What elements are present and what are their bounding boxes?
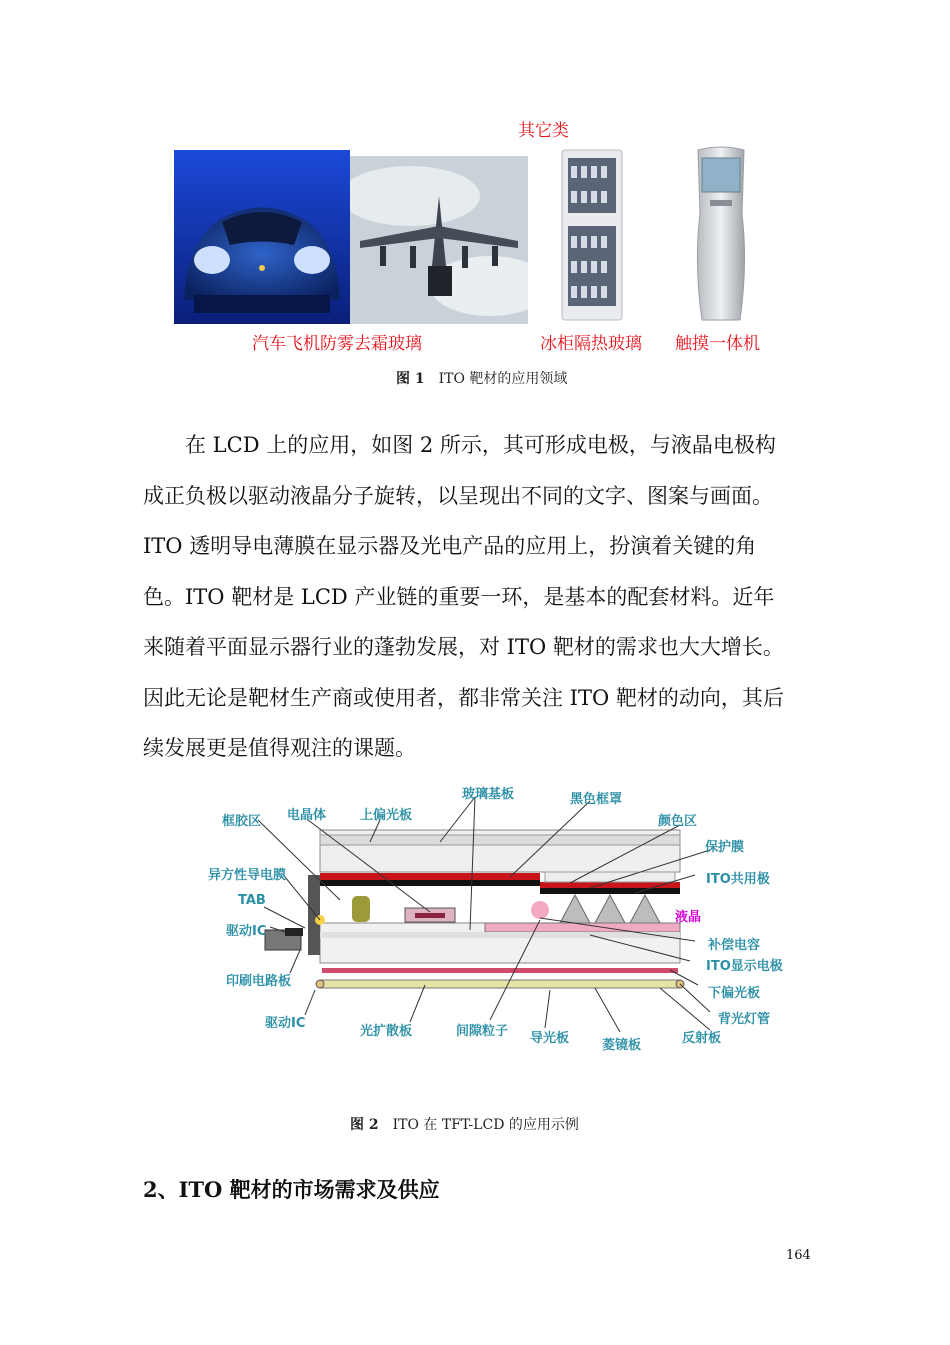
- label-backlight: 背光灯管: [718, 1012, 771, 1027]
- paragraph-line: 成正负极以驱动液晶分子旋转，以呈现出不同的文字、图案与画面。: [143, 483, 773, 508]
- figure1-caption: [396, 368, 567, 388]
- label-pcb: 印刷电路板: [226, 974, 292, 989]
- figure1-top-label: 其它类: [518, 121, 569, 141]
- label-glass-substrate: 玻璃基板: [462, 787, 515, 802]
- paragraph-line: 来随着平面显示器行业的蓬勃发展，对 ITO 靶材的需求也大大增长。: [143, 635, 784, 659]
- jet-photo: [350, 156, 528, 324]
- label-frame-glue: 框胶区: [222, 814, 262, 829]
- kiosk-photo: [676, 144, 766, 324]
- label-spacer: 间隙粒子: [456, 1024, 509, 1039]
- freezer-photo: [556, 146, 628, 326]
- label-ito-display-electrode: ITO显示电极: [706, 959, 783, 974]
- section-heading: 2、ITO 靶材的市场需求及供应: [143, 1177, 440, 1202]
- figure2-caption-text: ITO 在 TFT-LCD 的应用示例: [392, 1117, 579, 1133]
- label-light-guide: 导光板: [530, 1031, 570, 1046]
- page-number: 164: [786, 1248, 811, 1263]
- label-black-matrix: 黑色框罩: [570, 792, 623, 807]
- paragraph-line: 在 LCD 上的应用，如图 2 所示，其可形成电极，与液晶电极构: [185, 433, 776, 457]
- label-drive-ic-upper: 驱动IC: [226, 924, 267, 939]
- figure1-caption-text: ITO 靶材的应用领域: [438, 371, 568, 387]
- label-reflector: 反射板: [682, 1031, 722, 1046]
- label-color-filter: 颜色区: [658, 814, 698, 829]
- car-photo: [174, 150, 350, 324]
- label-ito-common: ITO共用极: [706, 872, 770, 887]
- label-comp-capacitor: 补偿电容: [708, 938, 761, 953]
- paragraph-line: 续发展更是值得观注的课题。: [143, 736, 416, 760]
- figure2-caption-number: 图 2: [350, 1117, 379, 1133]
- label-acf: 异方性导电膜: [208, 868, 287, 883]
- label-lower-polarizer: 下偏光板: [708, 986, 761, 1001]
- label-car-plane-glass: 汽车飞机防雾去霜玻璃: [252, 334, 422, 354]
- label-freezer-glass: 冰柜隔热玻璃: [540, 334, 642, 354]
- label-tab: TAB: [238, 893, 266, 908]
- label-prism: 菱镜板: [602, 1038, 642, 1053]
- body-paragraph: [143, 420, 807, 774]
- label-diffuser: 光扩散板: [360, 1024, 413, 1039]
- paragraph-line: ITO 透明导电薄膜在显示器及光电产品的应用上，扮演着关键的角: [143, 534, 757, 558]
- label-touch-kiosk: 触摸一体机: [675, 334, 760, 354]
- label-drive-ic-lower: 驱动IC: [265, 1016, 306, 1031]
- label-liquid-crystal: 液晶: [675, 910, 702, 925]
- figure1-caption-number: 图 1: [396, 371, 425, 387]
- paragraph-line: 因此无论是靶材生产商或使用者，都非常关注 ITO 靶材的动向，其后: [143, 685, 784, 710]
- label-transistor: 电晶体: [287, 808, 327, 823]
- label-protect-film: 保护膜: [705, 840, 745, 855]
- figure2-caption: [350, 1114, 579, 1134]
- paragraph-line: 色。ITO 靶材是 LCD 产业链的重要一环，是基本的配套材料。近年: [143, 584, 775, 609]
- label-upper-polarizer: 上偏光板: [360, 808, 413, 823]
